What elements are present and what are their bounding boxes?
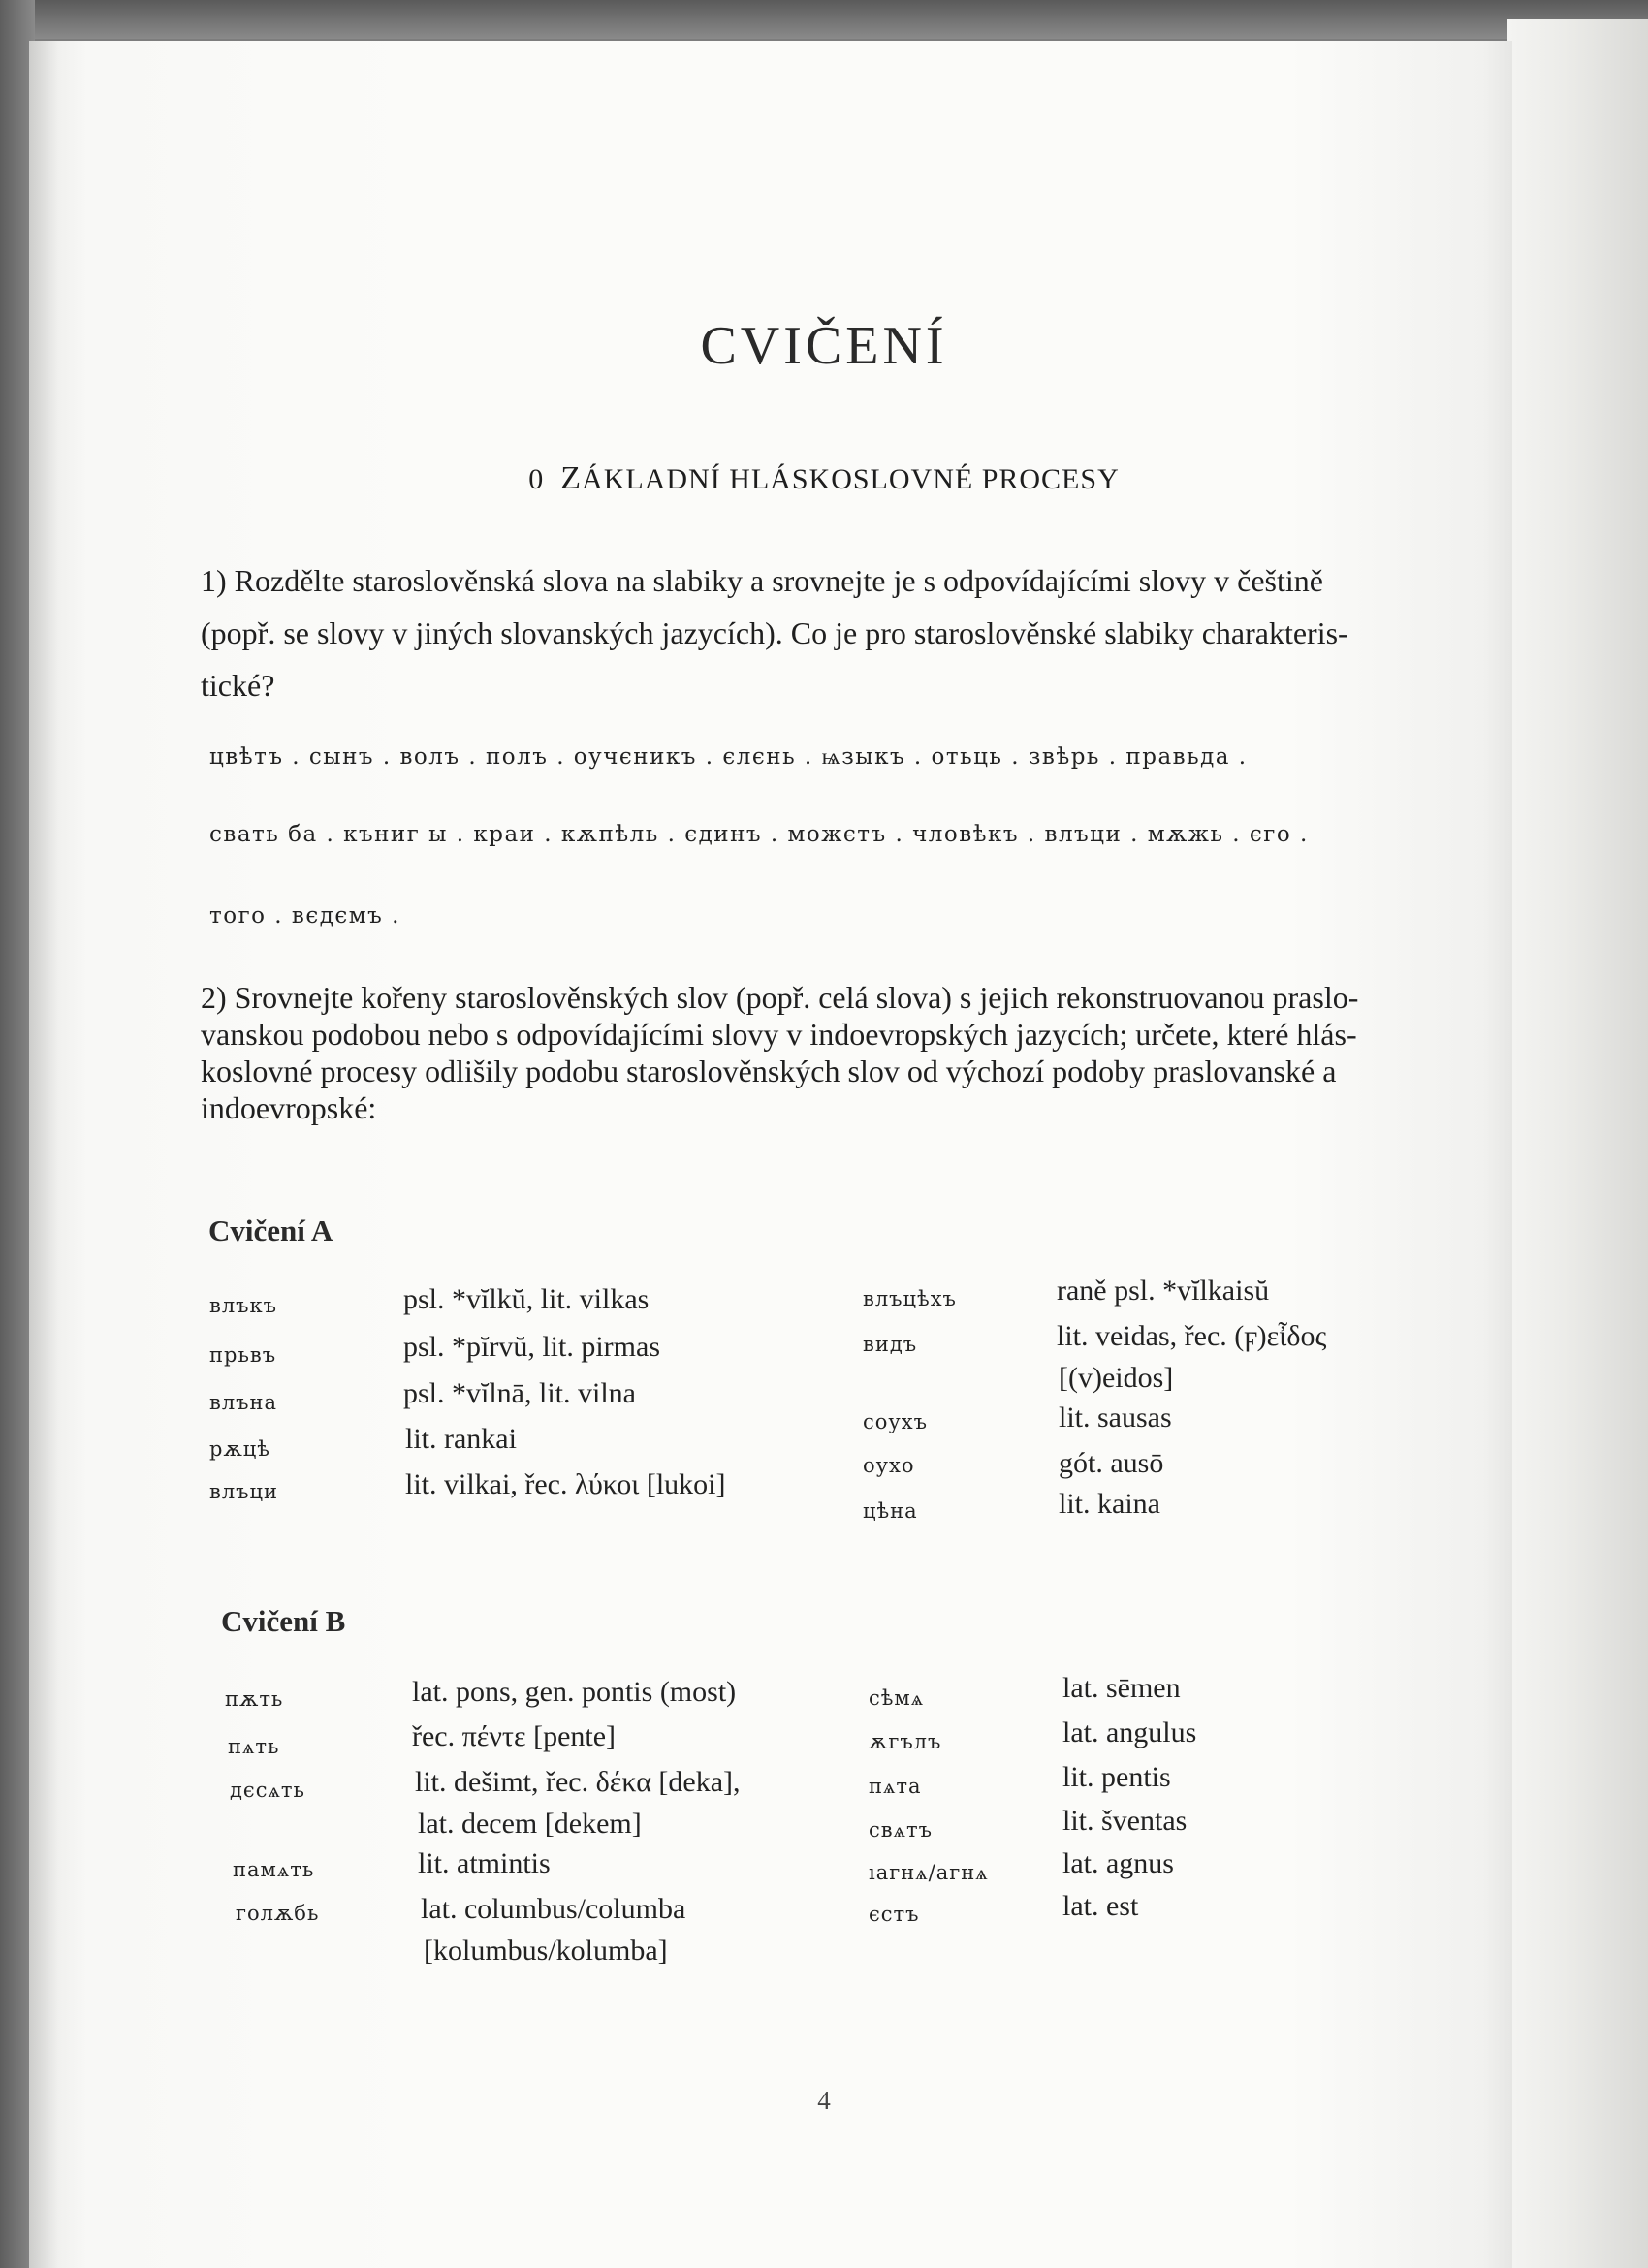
section-heading-word1: ÁKLADNÍ	[582, 463, 730, 495]
exercise-a-slav-word: рѫцѣ	[209, 1437, 270, 1461]
section-number: 0	[528, 463, 545, 495]
exercise-b-slav-word: пѫть	[225, 1687, 284, 1711]
exercise-a-gloss: psl. *vĭlkŭ, lit. vilkas	[403, 1283, 650, 1315]
exercise-b-slav-word: єстъ	[869, 1903, 920, 1926]
section-heading	[0, 460, 1648, 497]
section-heading-initial: Z	[560, 460, 583, 496]
exercise-b-slav-word: свѧтъ	[869, 1818, 933, 1842]
exercise-b-gloss: lit. dešimt, řec. δέκα [deka],	[415, 1766, 741, 1798]
exercise-b-slav-word: ѫгълъ	[869, 1730, 942, 1753]
exercise-a-slav-word: влъкъ	[209, 1294, 278, 1317]
exercise-a-slav-word: влъна	[209, 1391, 278, 1414]
exercise-b-slav-word: ıагнѧ/агнѧ	[869, 1861, 989, 1884]
exercise-a-heading: Cvičení A	[208, 1213, 333, 1247]
exercise-b-slav-word: голѫбь	[236, 1902, 320, 1925]
section-heading-rest: HLÁSKOSLOVNÉ PROCESY	[729, 463, 1120, 495]
task-1-text	[201, 554, 1348, 711]
exercise-b-gloss: řec. πέντε [pente]	[412, 1720, 617, 1752]
exercise-a-slav-word: видъ	[863, 1333, 918, 1356]
exercise-a-slav-word: прьвъ	[209, 1343, 277, 1367]
exercise-b-gloss: [kolumbus/kolumba]	[424, 1935, 668, 1967]
page-title: CVIČENÍ	[700, 316, 948, 376]
scan-top-shadow	[0, 0, 1648, 39]
exercise-a-gloss: psl. *vĭlnā, lit. vilna	[403, 1377, 636, 1409]
exercise-b-gloss: lat. agnus	[1062, 1847, 1174, 1879]
exercise-b-gloss: lat. est	[1062, 1890, 1139, 1922]
slavonic-words-line: того . вєдємъ .	[209, 903, 400, 929]
task-1-line: 1) Rozdělte staroslověnská slova na slabiky a srovnejte je s odpovídajícími slovy v češtině	[201, 563, 1323, 598]
exercise-a-slav-word: оухо	[863, 1454, 915, 1477]
exercise-b-slav-word: сѣмѧ	[869, 1686, 925, 1710]
exercise-b-heading: Cvičení B	[221, 1604, 346, 1638]
exercise-b-slav-word: пѧта	[869, 1775, 922, 1798]
task-2-line: indoevropské:	[201, 1090, 377, 1125]
exercise-a-slav-word: цѣна	[863, 1499, 918, 1523]
exercise-a-gloss: lit. veidas, řec. (ϝ)εἶδος	[1057, 1320, 1327, 1352]
exercise-b-slav-word: памѧть	[233, 1858, 315, 1881]
exercise-b-gloss: lat. columbus/columba	[421, 1893, 686, 1925]
exercise-a-gloss: gót. ausō	[1059, 1447, 1164, 1479]
exercise-b-gloss: lat. decem [dekem]	[418, 1808, 642, 1840]
exercise-a-slav-word: влъци	[209, 1480, 279, 1503]
exercise-b-gloss: lat. pons, gen. pontis (most)	[412, 1676, 737, 1708]
exercise-b-gloss: lat. sēmen	[1062, 1672, 1181, 1704]
task-1-line: (popř. se slovy v jiných slovanských jazycích). Co je pro staroslověnské slabiky charakteris-	[201, 615, 1348, 650]
exercise-b-gloss: lit. šventas	[1062, 1805, 1188, 1837]
exercise-b-gloss: lit. atmintis	[418, 1847, 551, 1879]
exercise-a-gloss: lit. vilkai, řec. λύκοι [lukoi]	[405, 1468, 726, 1500]
exercise-a-gloss: [(v)eidos]	[1059, 1362, 1174, 1394]
task-2-line: vanskou podobou nebo s odpovídajícími slovy v indoevropských jazycích; určete, které hlás-	[201, 1017, 1357, 1052]
exercise-a-gloss: lit. sausas	[1059, 1402, 1172, 1433]
task-1-line: tické?	[201, 668, 275, 703]
exercise-b-gloss: lat. angulus	[1062, 1717, 1197, 1748]
exercise-b-slav-word: дєсѧть	[230, 1779, 305, 1802]
exercise-a-slav-word: соухъ	[863, 1410, 928, 1433]
exercise-a-gloss: psl. *pĭrvŭ, lit. pirmas	[403, 1331, 660, 1363]
task-2-line: 2) Srovnejte kořeny staroslověnských slov (popř. celá slova) s jejich rekonstruovanou praslo-	[201, 980, 1359, 1015]
exercise-a-gloss: lit. rankai	[405, 1423, 517, 1455]
task-2-text	[201, 979, 1358, 1126]
exercise-a-gloss: raně psl. *vĭlkaisŭ	[1057, 1275, 1270, 1307]
slavonic-words-line: цвѣтъ . сынъ . волъ . полъ . оучєникъ . єлєнь . ѩзыкъ . отьць . звѣрь . правьда .	[209, 744, 1248, 770]
exercise-b-slav-word: пѧть	[228, 1735, 280, 1758]
exercise-b-gloss: lit. pentis	[1062, 1761, 1171, 1793]
slavonic-words-line: свать ба . къниг ы . краи . кѫпѣль . єдинъ . можєтъ . чловѣкъ . влъци . мѫжь . єго .	[209, 822, 1309, 847]
exercise-a-gloss: lit. kaina	[1059, 1488, 1160, 1520]
task-2-line: koslovné procesy odlišily podobu staroslověnských slov od výchozí podoby praslovanské a	[201, 1054, 1337, 1088]
page-number: 4	[817, 2086, 831, 2115]
exercise-a-slav-word: влъцѣхъ	[863, 1287, 957, 1310]
